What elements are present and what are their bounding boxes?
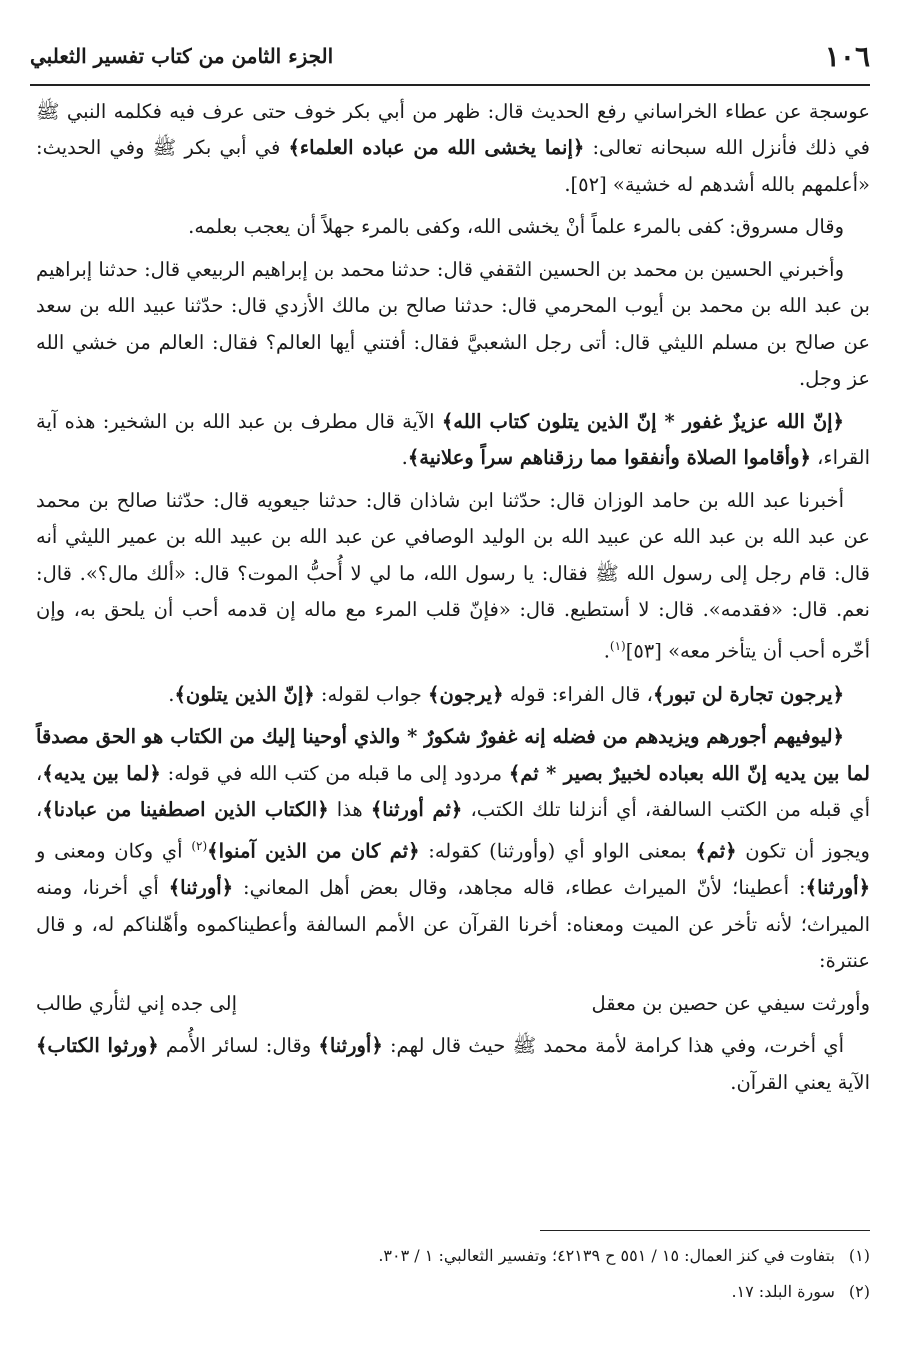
paragraph: [36, 719, 870, 979]
quran-quote: ﴿ثم كان من الذين آمنوا﴾: [207, 839, 420, 863]
poem-first-hemistich: وأورثت سيفي عن حصين بن معقل: [591, 991, 870, 1015]
text-run: ، قال الفراء: قوله: [503, 682, 653, 706]
footnote: [36, 1274, 870, 1310]
footnote-number: (١): [848, 1246, 870, 1265]
text-run: الآية قال مطرف بن عبد الله بن الشخير: هذه آية القراء،: [36, 409, 870, 470]
quran-quote: ﴿إنّ الذين يتلون﴾: [174, 682, 315, 706]
quran-quote: ﴿ورثوا الكتاب﴾: [36, 1034, 159, 1058]
paragraph-list: [36, 94, 870, 979]
quran-quote: ﴿أورثنا﴾: [318, 1034, 383, 1058]
paragraph: [36, 404, 870, 477]
text-run: الآية يعني القرآن.: [730, 1070, 870, 1094]
page-header: [30, 36, 870, 76]
text-run: .: [168, 682, 175, 706]
paragraph: [36, 94, 870, 203]
quran-quote: ﴿أورثنا﴾: [805, 876, 870, 900]
header-divider: [30, 84, 870, 86]
text-run: أي وكان ومعنى و: [36, 839, 192, 863]
paragraph: [36, 1028, 870, 1101]
paragraph: [36, 483, 870, 671]
footnote-text: سورة البلد: ١٧.: [731, 1282, 835, 1301]
paragraph: [36, 677, 870, 713]
footnote-ref: (٢): [191, 839, 208, 854]
text-run: وقال: لسائر الأُمم: [158, 1034, 319, 1058]
quran-quote: ﴿إنما يخشى الله من عباده العلماء﴾: [288, 136, 585, 160]
quran-quote: ﴿إنّ الله عزيزٌ غفور * إنّ الذين يتلون كتاب الله﴾: [441, 409, 844, 433]
text-run: أخبرنا عبد الله بن حامد الوزان قال: حدّثنا ابن شاذان قال: حدثنا جيعويه قال: حدّثنا صالح بن محمد عن عبد الله بن عبد الله عن عبيد الله بن الوليد الوصافي عن عبد الله بن عبيد الله بن عمير الليثي أنه قال: قام رجل إلى رسول الله ﷺ فقال: يا رسول الله، ما لي لا أُحبُّ الموت؟ قال: «ألك مال؟». قال: نعم. قال: «فقدمه». قال: لا أستطيع. قال: «فإنّ قلب المرء مع ماله إن قدمه أحب أن يلحق به، وإن أخّره أحب أن يتأخر معه» [٥٣]: [36, 488, 870, 663]
text-run: أي أخرت، وفي هذا كرامة لأمة محمد ﷺ حيث قال لهم:: [382, 1034, 844, 1058]
closing-paragraph-list: [36, 1028, 870, 1101]
quran-quote: ﴿أورثنا﴾: [168, 876, 234, 900]
text-run: وقال مسروق: كفى بالمرء علماً أنْ يخشى الله، وكفى بالمرء جهلاً أن يعجب بعلمه.: [188, 215, 844, 239]
text-run: : أعطينا؛ لأنّ الميراث عطاء، قاله مجاهد، وقال بعض أهل المعاني:: [233, 876, 806, 900]
text-run: بمعنى الواو أي (وأورثنا) كقوله:: [419, 839, 696, 863]
poem-second-hemistich: إلى جده إني لثأري طالب: [36, 991, 238, 1015]
text-run: وأخبرني الحسين بن محمد بن الحسين الثقفي قال: حدثنا محمد بن إبراهيم الربيعي قال: حدثنا إبراهيم بن عبد الله بن محمد بن أيوب المحرمي قال: حدثنا صالح بن مالك الأزدي قال: حدّثنا عبيد الله بن سعد عن صالح بن مسلم الليثي قال: أتى رجل الشعبيَّ فقال: أفتني أيها العالم؟ فقال: العالم من خشي الله عز وجل.: [36, 258, 870, 391]
footnote: [36, 1238, 870, 1274]
footnote-divider: [540, 1230, 870, 1231]
footnote-text: بتفاوت في كنز العمال: ١٥ / ٥٥١ ح ٤٢١٣٩؛ وتفسير الثعالبي: ١ / ٣٠٣.: [378, 1246, 835, 1265]
main-text: [36, 94, 870, 1107]
quran-quote: ﴿يرجون تجارة لن تبور﴾: [652, 682, 844, 706]
text-run: ، ويجوز أن تكون: [36, 797, 870, 863]
paragraph: [36, 209, 870, 245]
paragraph: [36, 252, 870, 398]
poem-verse: [36, 986, 870, 1022]
text-run: .: [401, 446, 408, 470]
quran-quote: ﴿يرجون﴾: [428, 682, 504, 706]
text-run: أي أخرنا، ومنه الميراث؛ لأنه تأخر عن الميت ومعناه: أخرنا القرآن عن الأمم السالفة وأعطيناكموه وأهّلناكم له، و قال عنترة:: [36, 876, 870, 973]
footnote-number: (٢): [848, 1282, 870, 1301]
text-run: جواب لقوله:: [314, 682, 429, 706]
text-run: هذا: [328, 797, 371, 821]
quran-quote: ﴿ثم﴾: [695, 839, 737, 863]
quran-quote: ﴿ثم أورثنا﴾: [370, 797, 463, 821]
footnote-ref: (١): [609, 639, 626, 654]
quran-quote: ﴿وأقاموا الصلاة وأنفقوا مما رزقناهم سراً وعلانية﴾: [407, 446, 811, 470]
quran-quote: ﴿الكتاب الذين اصطفينا من عبادنا﴾: [42, 797, 329, 821]
quran-quote: ﴿لما بين يديه﴾: [42, 761, 161, 785]
page-number: ١٠٦: [824, 39, 870, 73]
text-run: عوسجة عن عطاء الخراساني رفع الحديث قال: ظهر من أبي بكر خوف حتى عرف فيه فكلمه النبي ﷺ في ذلك فأنزل الله سبحانه تعالى:: [36, 100, 870, 160]
text-run: في أبي بكر ﷺ وفي الحديث: «أعلمهم بالله أشدهم له خشية» [٥٢].: [36, 136, 870, 196]
running-title: الجزء الثامن من كتاب تفسير الثعلبي: [30, 44, 334, 68]
quran-quote: ﴿ليوفيهم أجورهم ويزيدهم من فضله إنه غفورٌ شكورٌ * والذي أوحينا إليك من الكتاب هو الحق مصدقاً لما بين يديه إنّ الله بعباده لخبيرٌ بصير * ثم﴾: [36, 725, 870, 785]
text-run: مردود إلى ما قبله من كتب الله في قوله:: [160, 761, 509, 785]
text-run: ، أي قبله من الكتب السالفة، أي أنزلنا تلك الكتب،: [36, 761, 870, 821]
text-run: .: [603, 639, 610, 663]
footnotes: [36, 1238, 870, 1310]
